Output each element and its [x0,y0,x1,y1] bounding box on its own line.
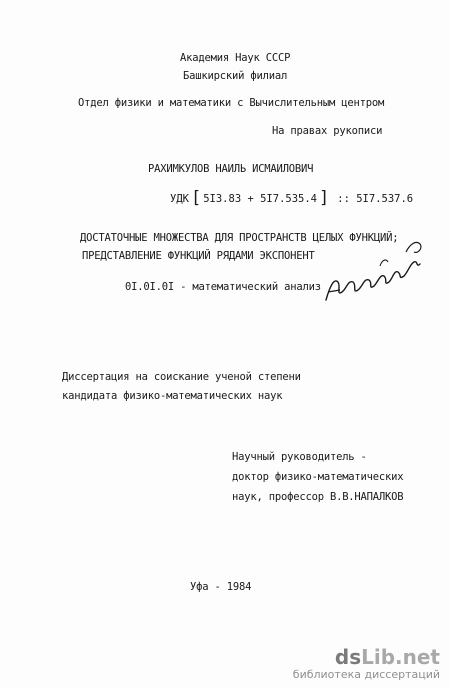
advisor-line-3: наук, профессор В.В.НАПАЛКОВ [232,491,404,503]
udk-code [170,188,414,208]
advisor-line-1: Научный руководитель - [232,451,367,463]
udk-bracket-open: [ [190,188,202,208]
udk-inner: 5I3.83 + 5I7.535.4 [203,193,318,205]
author-name: РАХИМКУЛОВ НАИЛЬ ИСМАИЛОВИЧ [148,163,314,175]
academy-name: Академия Наук СССР [180,52,291,64]
title-line-2: ПРЕДСТАВЛЕНИЕ ФУНКЦИЙ РЯДАМИ ЭКСПОНЕНТ [82,250,315,262]
specialty-code: 0I.0I.0I - математический анализ [125,281,321,293]
title-line-1: ДОСТАТОЧНЫЕ МНОЖЕСТВА ДЛЯ ПРОСТРАНСТВ ЦЕЛЫХ ФУНКЦИЙ; [80,232,399,244]
udk-prefix: УДК [170,193,189,205]
department-name: Отдел физики и математики с Вычислительным центром [78,97,385,109]
watermark-subtitle: библиотека диссертаций [292,668,440,681]
manuscript-rights: На правах рукописи [272,125,383,137]
advisor-line-2: доктор физико-математических [232,471,404,483]
watermark [293,646,440,681]
city-year: Уфа - 1984 [190,581,252,593]
dissertation-line-2: кандидата физико-математических наук [62,390,283,402]
watermark-logo: dsLib.net [334,645,440,669]
udk-bracket-close: ] [319,188,330,208]
handwritten-signature [320,222,430,312]
dissertation-line-1: Диссертация на соискание ученой степени [62,371,301,383]
udk-suffix: :: 5I7.537.6 [337,193,414,205]
branch-name: Башкирский филиал [183,70,288,82]
